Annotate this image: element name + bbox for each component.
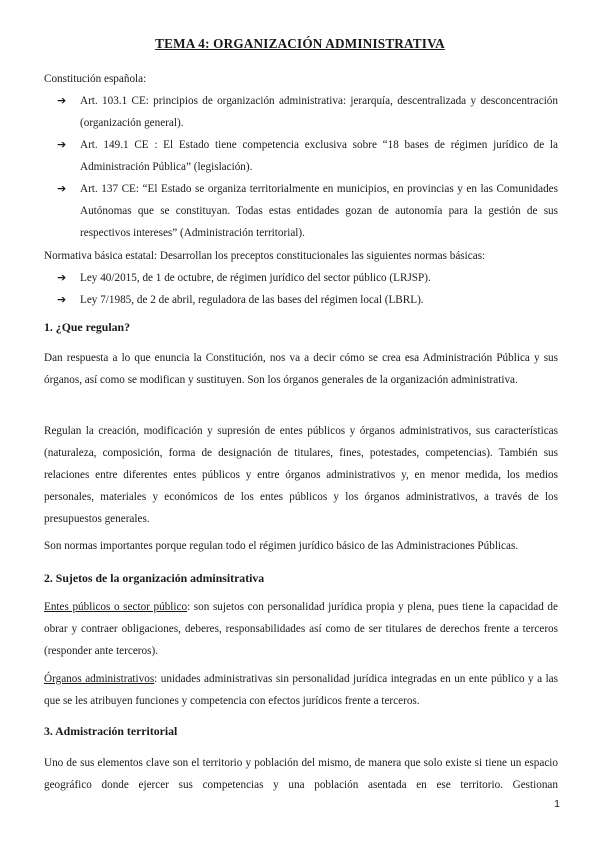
paragraph: Regulan la creación, modificación y supresión de entes públicos y órganos administrativos, sus características (naturaleza, composición, forma de designación de titulares, fines, potestades, competencias). También sus relaciones entre diferentes entes públicos y entre órganos administrativos y, en menor medida, los medios personales, materiales y económicos de los entes públicos y los órganos administrativos, a través de los presupuestos generales. bbox=[44, 425, 558, 525]
section-heading: 3. Admistración territorial bbox=[44, 724, 178, 738]
list-item-text: Art. 137 CE: “El Estado se organiza territorialmente en municipios, en provincias y en las Comunidades Autónomas que se constituyan. Todas estas entidades gozan de autonomía para la gestión de sus respectivos intereses” (Administración territorial). bbox=[80, 183, 558, 239]
term-organos-administrativos: Órganos administrativos bbox=[44, 673, 155, 685]
section-2-paragraph-2 bbox=[44, 668, 558, 712]
list-item bbox=[44, 289, 558, 311]
constitucion-list bbox=[44, 90, 558, 244]
arrow-right-icon: ➔ bbox=[57, 138, 67, 151]
normativa-section bbox=[44, 245, 558, 311]
section-1-paragraph-1 bbox=[44, 347, 558, 391]
paragraph: Uno de sus elementos clave son el territorio y población del mismo, de manera que solo existe si tiene un espacio geográfico donde ejercer sus competencias y una población asentada en ese territorio. Gestionan bbox=[44, 757, 558, 791]
list-item bbox=[44, 134, 558, 178]
page-number: 1 bbox=[554, 798, 560, 810]
arrow-right-icon: ➔ bbox=[57, 94, 67, 107]
arrow-right-icon: ➔ bbox=[57, 271, 67, 284]
list-item-text: Ley 7/1985, de 2 de abril, reguladora de las bases del régimen local (LBRL). bbox=[80, 294, 424, 306]
section-heading: 2. Sujetos de la organización adminsitrativa bbox=[44, 571, 265, 585]
list-item bbox=[44, 267, 558, 289]
arrow-right-icon: ➔ bbox=[57, 293, 67, 306]
section-1-heading-wrap bbox=[44, 316, 558, 338]
paragraph: Dan respuesta a lo que enuncia la Constitución, nos va a decir cómo se crea esa Administración Pública y sus órganos, así como se modifican y sustituyen. Son los órganos generales de la organización administrativa. bbox=[44, 352, 558, 386]
normativa-list bbox=[44, 267, 558, 311]
list-item-text: Art. 103.1 CE: principios de organización administrativa: jerarquía, descentralizada y desconcentración (organización general). bbox=[80, 95, 558, 129]
section-2-paragraph-1 bbox=[44, 596, 558, 662]
section-heading: 1. ¿Que regulan? bbox=[44, 320, 130, 334]
document-title: TEMA 4: ORGANIZACIÓN ADMINISTRATIVA bbox=[155, 36, 445, 51]
constitucion-section bbox=[44, 68, 558, 244]
list-item-text: Ley 40/2015, de 1 de octubre, de régimen jurídico del sector público (LRJSP). bbox=[80, 272, 431, 284]
section-3-heading-wrap bbox=[44, 720, 558, 742]
paragraph: Son normas importantes porque regulan todo el régimen jurídico básico de las Administraciones Públicas. bbox=[44, 540, 519, 552]
term-entes-publicos: Entes públicos o sector público bbox=[44, 601, 188, 613]
paragraph bbox=[44, 596, 558, 662]
paragraph-text: : unidades administrativas sin personalidad jurídica integradas en un ente público y a las que se les atribuyen funciones y competencia con efectos jurídicos frente a terceros. bbox=[44, 673, 558, 707]
list-item bbox=[44, 178, 558, 244]
paragraph bbox=[44, 668, 558, 712]
section-1-paragraph-2 bbox=[44, 420, 558, 530]
section-3-paragraph-1 bbox=[44, 752, 558, 796]
constitucion-label: Constitución española: bbox=[44, 73, 147, 85]
section-1-paragraph-3 bbox=[44, 535, 558, 557]
section-2-heading-wrap bbox=[44, 567, 558, 589]
list-item-text: Art. 149.1 CE : El Estado tiene competencia exclusiva sobre “18 bases de régimen jurídico de la Administración Pública” (legislación). bbox=[80, 139, 558, 173]
paragraph-text: : son sujetos con personalidad jurídica propia y plena, pues tiene la capacidad de obrar y contraer obligaciones, deberes, responsabilidades así como de ser titulares de derechos frente a terceros (responder ante terceros). bbox=[44, 601, 558, 657]
list-item bbox=[44, 90, 558, 134]
arrow-right-icon: ➔ bbox=[57, 182, 67, 195]
normativa-label: Normativa básica estatal: Desarrollan los preceptos constitucionales las siguientes normas básicas: bbox=[44, 250, 486, 262]
